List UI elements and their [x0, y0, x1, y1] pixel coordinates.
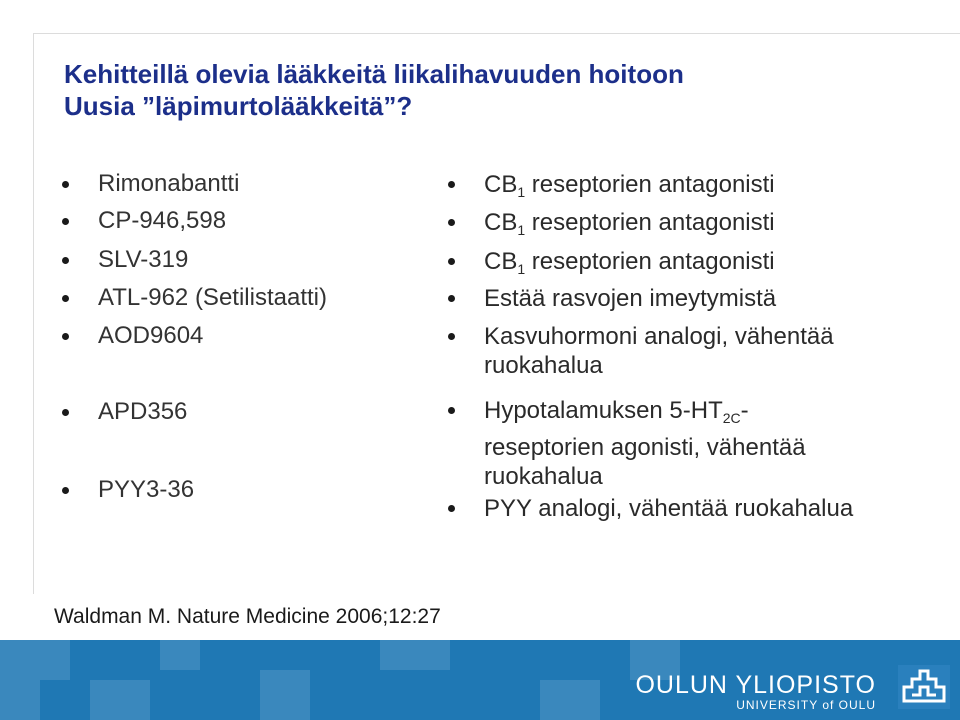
bullet-icon	[62, 409, 69, 416]
footer-tile	[40, 640, 70, 680]
footer-tile	[90, 680, 150, 720]
footer-tile	[260, 670, 310, 720]
bullet-icon	[448, 505, 455, 512]
bullet-icon	[448, 333, 455, 340]
footer-bar	[0, 640, 960, 720]
title-line-2: Uusia ”läpimurtolääkkeitä”?	[64, 91, 413, 121]
bullet-icon	[62, 218, 69, 225]
footer-tile	[160, 640, 200, 670]
university-brand	[635, 672, 876, 712]
bullet-icon	[448, 258, 455, 265]
bullet-icon	[448, 181, 455, 188]
bullet-icon	[448, 295, 455, 302]
bullet-icon	[448, 407, 455, 414]
bullet-icon	[62, 295, 69, 302]
slide-title	[64, 58, 684, 122]
university-logo-icon	[898, 665, 950, 709]
title-line-1: Kehitteillä olevia lääkkeitä liikalihavuuden hoitoon	[64, 59, 684, 89]
brand-name: OULUN YLIOPISTO	[635, 671, 876, 699]
bullet-icon	[62, 257, 69, 264]
footer-tile	[540, 680, 600, 720]
bullet-icon	[62, 333, 69, 340]
brand-subtitle: UNIVERSITY of OULU	[736, 698, 876, 712]
footer-tile	[380, 640, 450, 670]
bullet-icon	[62, 487, 69, 494]
bullet-icon	[448, 219, 455, 226]
reference-citation: Waldman M. Nature Medicine 2006;12:27	[54, 605, 441, 628]
footer-tile	[0, 640, 40, 720]
bullet-icon	[62, 181, 69, 188]
